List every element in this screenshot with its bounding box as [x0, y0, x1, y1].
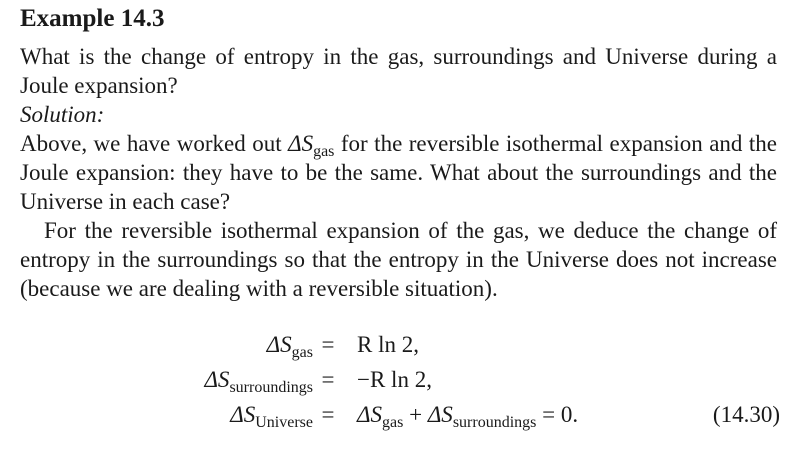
- example-title: Example 14.3: [20, 5, 165, 32]
- eq3-equals: =: [321, 402, 335, 427]
- eq3-plus: +: [403, 402, 428, 427]
- solution-paragraph-1: [20, 129, 777, 216]
- solution-paragraph-2: For the reversible isothermal expansion of the gas, we deduce the change of entropy in the surroundings so that the entropy in the Universe does not increase (because we are dealing with a reversible situation).: [20, 218, 777, 301]
- eq2-lhs-symbol: ΔS: [204, 367, 230, 392]
- question-text: What is the change of entropy in the gas, surroundings and Universe during a Joule expansion?: [20, 44, 777, 98]
- eq3-rhs-end: = 0.: [536, 402, 579, 427]
- equation-number: (14.30): [712, 402, 780, 427]
- eq3-lhs: [230, 399, 313, 431]
- equation-line-universe: [20, 399, 780, 431]
- eq3-rhs-b-subscript: surroundings: [452, 414, 537, 431]
- eq1-lhs-symbol: ΔS: [266, 332, 292, 357]
- para1-text-before: Above, we have worked out: [20, 131, 289, 156]
- eq2-lhs-subscript: surroundings: [229, 379, 313, 396]
- eq3-rhs-a-symbol: ΔS: [357, 402, 382, 427]
- eq1-equals: =: [321, 332, 335, 357]
- eq1-lhs-subscript: gas: [291, 344, 313, 361]
- delta-s-gas-symbol: ΔS: [288, 131, 314, 156]
- solution-label: Solution:: [20, 102, 105, 127]
- eq1-lhs: [267, 329, 313, 361]
- eq3-rhs: [357, 399, 578, 431]
- equation-line-gas: [20, 329, 780, 361]
- equation-line-surroundings: [20, 364, 780, 396]
- eq2-lhs: [204, 364, 313, 396]
- eq1-rhs: R ln 2,: [357, 332, 419, 357]
- para1-text-after: for the reversible isothermal expansion and the Joule expansion: they have to be the same. What about the surroundings and the Universe in each case?: [20, 131, 778, 214]
- eq3-lhs-subscript: Universe: [255, 414, 313, 431]
- eq2-rhs: −R ln 2,: [357, 367, 432, 392]
- eq2-equals: =: [321, 367, 335, 392]
- delta-s-gas-subscript: gas: [313, 143, 335, 160]
- eq3-lhs-symbol: ΔS: [230, 402, 256, 427]
- eq3-rhs-a-subscript: gas: [382, 414, 404, 431]
- eq3-rhs-b-symbol: ΔS: [427, 402, 453, 427]
